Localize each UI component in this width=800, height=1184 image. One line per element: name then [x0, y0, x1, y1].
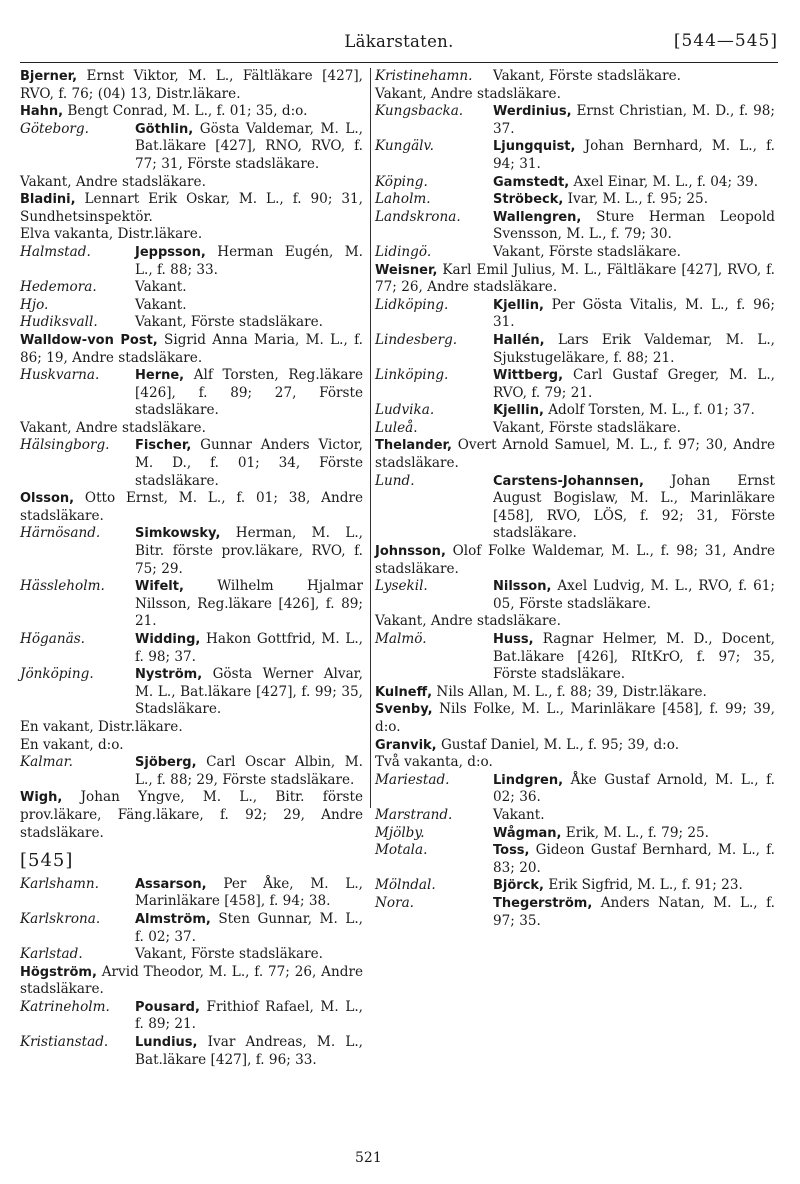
list-item: [375, 402, 775, 420]
person-surname: Kjellin,: [493, 403, 544, 419]
entry-text: Wittberg, Carl Gustaf Greger, M. L., RVO, f. 79; 21.: [493, 367, 775, 401]
page: [20, 28, 778, 62]
list-item: [375, 631, 775, 684]
person-surname: Herne,: [135, 368, 185, 384]
entry-text: Jeppsson, Herman Eugén, M. L., f. 88; 33.: [135, 243, 363, 278]
entry-text: Wifelt, Wilhelm Hjalmar Nilsson, Reg.läkare [426], f. 89; 21.: [135, 578, 363, 630]
place-name: Hälsingborg.: [20, 437, 110, 454]
running-title: Läkarstaten.: [344, 32, 454, 51]
entry-text: Nyström, Gösta Werner Alvar, M. L., Bat.läkare [427], f. 99; 35, Stadsläkare.: [135, 666, 363, 718]
page-range: [544—545]: [673, 31, 778, 51]
person-surname: Johnsson,: [375, 544, 446, 560]
list-item: [20, 789, 363, 842]
entry-text: Vakant, Förste stadsläkare.: [135, 946, 323, 963]
list-item: [20, 631, 363, 666]
entry-text: Göthlin, Gösta Valdemar, M. L., Bat.läkare [427], RNO, RVO, f. 77; 31, Förste stadsläkare.: [135, 120, 363, 172]
list-item: [375, 543, 775, 578]
person-surname: Wågman,: [493, 825, 562, 841]
place-name: Göteborg.: [20, 120, 89, 137]
list-item: [20, 666, 363, 719]
entry-text: Vakant, Andre stadsläkare.: [375, 613, 561, 630]
list-item: [20, 279, 363, 297]
section-marker: [545]: [20, 850, 74, 872]
right-column: [375, 68, 775, 930]
list-item: [375, 297, 775, 332]
list-item: [375, 613, 775, 631]
entry-text: Granvik, Gustaf Daniel, M. L., f. 95; 39, d:o.: [375, 736, 680, 753]
place-name: Lidingö.: [375, 243, 432, 260]
person-surname: Gamstedt,: [493, 174, 570, 190]
place-name: Härnösand.: [20, 525, 101, 542]
list-item: [20, 999, 363, 1034]
entry-text: Almström, Sten Gunnar, M. L., f. 02; 37.: [135, 910, 363, 945]
entry-text: Ljungquist, Johan Bernhard, M. L., f. 94; 31.: [493, 138, 775, 172]
person-surname: Huss,: [493, 632, 534, 647]
list-item: [20, 490, 363, 525]
list-item: [20, 103, 363, 121]
place-name: Linköping.: [375, 367, 449, 384]
entry-text: Högström, Arvid Theodor, M. L., f. 77; 26, Andre stadsläkare.: [20, 963, 363, 998]
person-surname: Nilsson,: [493, 579, 552, 595]
person-surname: Olsson,: [20, 491, 75, 507]
entry-text: Huss, Ragnar Helmer, M. D., Docent, Bat.läkare [426], RItKrO, f. 97; 35, Förste stadsläkare.: [493, 631, 775, 683]
list-item: [20, 719, 363, 737]
person-surname: Almström,: [135, 911, 211, 927]
place-name: Lidköping.: [375, 296, 449, 313]
list-item: [20, 737, 363, 755]
list-item: [375, 877, 775, 895]
list-item: [375, 737, 775, 755]
person-surname: Wallengren,: [493, 209, 582, 225]
entry-text: Werdinius, Ernst Christian, M. D., f. 98; 37.: [493, 103, 775, 137]
list-item: [375, 68, 775, 86]
person-surname: Sjöberg,: [135, 755, 197, 771]
column-divider: [370, 68, 371, 808]
person-surname: Göthlin,: [135, 121, 194, 137]
entry-text: Vakant.: [493, 806, 545, 823]
header-rule: [20, 62, 778, 63]
place-name: Karlskrona.: [20, 910, 101, 927]
list-item: [20, 1034, 363, 1069]
list-item: [375, 244, 775, 262]
entry-text: Elva vakanta, Distr.läkare.: [20, 226, 203, 243]
person-surname: Simkowsky,: [135, 526, 221, 542]
left-column: [20, 68, 363, 1069]
entry-text: Herne, Alf Torsten, Reg.läkare [426], f. 89; 27, Förste stadsläkare.: [135, 367, 363, 419]
list-item: [375, 437, 775, 472]
entry-text: Björck, Erik Sigfrid, M. L., f. 91; 23.: [493, 877, 743, 894]
person-surname: Werdinius,: [493, 104, 572, 120]
place-name: Huskvarna.: [20, 367, 100, 384]
list-item: [375, 825, 775, 843]
entry-text: Pousard, Frithiof Rafael, M. L., f. 89; 21.: [135, 998, 363, 1033]
list-item: [20, 367, 363, 420]
person-surname: Lindgren,: [493, 772, 564, 788]
list-item: [375, 895, 775, 930]
entry-text: Thelander, Overt Arnold Samuel, M. L., f. 97; 30, Andre stadsläkare.: [375, 437, 775, 472]
place-name: Lund.: [375, 472, 415, 489]
list-item: [20, 174, 363, 192]
list-item: [375, 684, 775, 702]
place-name: Ludvika.: [375, 402, 435, 419]
list-item: [375, 578, 775, 613]
person-surname: Assarson,: [135, 876, 207, 892]
person-surname: Hahn,: [20, 104, 64, 120]
place-name: Köping.: [375, 173, 428, 190]
place-name: Nora.: [375, 894, 415, 911]
list-item: [20, 911, 363, 946]
list-item: [20, 191, 363, 226]
entry-text: Bladini, Lennart Erik Oskar, M. L., f. 90; 31, Sundhetsinspektör.: [20, 191, 363, 225]
entry-text: Vakant, Andre stadsläkare.: [375, 85, 561, 102]
place-name: Halmstad.: [20, 243, 91, 260]
entry-text: Ströbeck, Ivar, M. L., f. 95; 25.: [493, 191, 709, 208]
list-item: [375, 842, 775, 877]
list-item: [20, 420, 363, 438]
entry-text: Vakant, Andre stadsläkare.: [20, 173, 206, 190]
place-name: Kalmar.: [20, 754, 73, 771]
person-surname: Weisner,: [375, 262, 438, 278]
person-surname: Wifelt,: [135, 579, 184, 595]
list-item: [20, 754, 363, 789]
entry-text: Gamstedt, Axel Einar, M. L., f. 04; 39.: [493, 173, 759, 190]
entry-text: Sjöberg, Carl Oscar Albin, M. L., f. 88; 29, Förste stadsläkare.: [135, 754, 363, 788]
list-item: [375, 191, 775, 209]
entry-text: Vakant, Förste stadsläkare.: [493, 419, 681, 436]
list-item: [375, 262, 775, 297]
list-item: [20, 244, 363, 279]
folio: 521: [355, 1150, 382, 1166]
list-item: [375, 367, 775, 402]
place-name: Mölndal.: [375, 877, 436, 894]
entry-text: Assarson, Per Åke, M. L., Marinläkare [458], f. 94; 38.: [135, 875, 363, 910]
person-surname: Carstens-Johannsen,: [493, 473, 644, 489]
list-item: [375, 807, 775, 825]
entry-text: Lindgren, Åke Gustaf Arnold, M. L., f. 02; 36.: [493, 771, 775, 806]
person-surname: Walldow-von Post,: [20, 332, 158, 348]
person-surname: Bladini,: [20, 192, 76, 208]
place-name: Hudiksvall.: [20, 314, 98, 331]
place-name: Kungsbacka.: [375, 103, 464, 120]
person-surname: Lundius,: [135, 1035, 198, 1051]
entry-text: Lundius, Ivar Andreas, M. L., Bat.läkare [427], f. 96; 33.: [135, 1034, 363, 1068]
place-name: Hjo.: [20, 296, 49, 313]
person-surname: Kulneff,: [375, 684, 433, 700]
place-name: Hässleholm.: [20, 578, 105, 595]
list-item: [20, 964, 363, 999]
entry-text: Thegerström, Anders Natan, M. L., f. 97; 35.: [493, 894, 775, 929]
list-item: [375, 754, 775, 772]
entry-text: Hallén, Lars Erik Valdemar, M. L., Sjukstugeläkare, f. 88; 21.: [493, 331, 775, 366]
place-name: Motala.: [375, 842, 428, 859]
entry-text: Hahn, Bengt Conrad, M. L., f. 01; 35, d:o.: [20, 103, 308, 120]
list-item: [20, 314, 363, 332]
person-surname: Ströbeck,: [493, 192, 564, 208]
person-surname: Svenby,: [375, 702, 433, 718]
person-surname: Bjerner,: [20, 69, 78, 84]
entry-text: Vakant, Förste stadsläkare.: [135, 314, 323, 331]
place-name: Landskrona.: [375, 208, 461, 225]
place-name: Kristianstad.: [20, 1034, 109, 1051]
entry-text: Vakant.: [135, 279, 187, 296]
page-header: [20, 28, 778, 62]
person-surname: Thelander,: [375, 438, 452, 454]
place-name: Kristinehamn.: [375, 68, 473, 84]
list-item: [20, 226, 363, 244]
place-name: Mariestad.: [375, 771, 450, 788]
list-item: [20, 525, 363, 578]
entry-text: Carstens-Johannsen, Johan Ernst August Bogislaw, M. L., Marinläkare [458], RVO, LÖS, f. 92; 31, Förste stadsläkare.: [493, 472, 775, 542]
person-surname: Wittberg,: [493, 368, 564, 384]
person-surname: Thegerström,: [493, 895, 593, 911]
list-item: [20, 578, 363, 631]
entry-text: Bjerner, Ernst Viktor, M. L., Fältläkare [427], RVO, f. 76; (04) 13, Distr.läkare.: [20, 68, 363, 102]
list-item: [375, 701, 775, 736]
person-surname: Toss,: [493, 843, 530, 859]
entry-text: En vakant, Distr.läkare.: [20, 718, 183, 735]
place-name: Karlshamn.: [20, 875, 99, 892]
entry-text: Två vakanta, d:o.: [375, 754, 493, 771]
list-item: [375, 174, 775, 192]
person-surname: Björck,: [493, 878, 544, 894]
place-name: Malmö.: [375, 631, 427, 647]
place-name: Hedemora.: [20, 279, 97, 296]
entry-text: Johnsson, Olof Folke Waldemar, M. L., f. 98; 31, Andre stadsläkare.: [375, 543, 775, 577]
list-item: [20, 121, 363, 174]
place-name: Kungälv.: [375, 138, 434, 155]
person-surname: Kjellin,: [493, 297, 544, 313]
entry-text: Walldow-von Post, Sigrid Anna Maria, M. L., f. 86; 19, Andre stadsläkare.: [20, 331, 363, 366]
list-item: [20, 876, 363, 911]
entry-text: Svenby, Nils Folke, M. L., Marinläkare [458], f. 99; 39, d:o.: [375, 701, 775, 735]
entry-text: Vakant, Andre stadsläkare.: [20, 419, 206, 436]
person-surname: Granvik,: [375, 737, 437, 753]
entry-text: Olsson, Otto Ernst, M. L., f. 01; 38, Andre stadsläkare.: [20, 490, 363, 524]
place-name: Karlstad.: [20, 946, 83, 963]
list-item: [375, 209, 775, 244]
person-surname: Nyström,: [135, 667, 203, 683]
person-surname: Hallén,: [493, 332, 545, 348]
list-item: [20, 332, 363, 367]
place-name: Marstrand.: [375, 806, 453, 823]
list-item: [20, 437, 363, 490]
person-surname: Fischer,: [135, 438, 192, 454]
list-item: [375, 138, 775, 173]
list-item: [375, 86, 775, 104]
entry-text: En vakant, d:o.: [20, 736, 124, 753]
entry-text: Toss, Gideon Gustaf Bernhard, M. L., f. 83; 20.: [493, 842, 775, 876]
place-name: Katrineholm.: [20, 998, 110, 1015]
entry-text: Nilsson, Axel Ludvig, M. L., RVO, f. 61; 05, Förste stadsläkare.: [493, 578, 775, 612]
person-surname: Wigh,: [20, 790, 63, 806]
entry-text: Vakant, Förste stadsläkare.: [493, 243, 681, 260]
entry-text: Wigh, Johan Yngve, M. L., Bitr. förste prov.läkare, Fäng.läkare, f. 92; 29, Andre stadsläkare.: [20, 789, 363, 841]
list-item: [20, 946, 363, 964]
list-item: [375, 473, 775, 543]
place-name: Mjölby.: [375, 824, 425, 841]
list-item: [375, 332, 775, 367]
list-item: [375, 420, 775, 438]
entry-text: Wallengren, Sture Herman Leopold Svensson, M. L., f. 79; 30.: [493, 208, 775, 243]
place-name: Luleå.: [375, 419, 418, 436]
list-item: [20, 68, 363, 103]
entry-text: Simkowsky, Herman, M. L., Bitr. förste prov.läkare, RVO, f. 75; 29.: [135, 525, 363, 577]
entry-text: Vakant.: [135, 296, 187, 313]
list-item: [20, 297, 363, 315]
entry-text: Wågman, Erik, M. L., f. 79; 25.: [493, 824, 709, 841]
list-item: [375, 103, 775, 138]
person-surname: Ljungquist,: [493, 139, 576, 155]
entry-text: Widding, Hakon Gottfrid, M. L., f. 98; 37.: [135, 631, 363, 665]
place-name: Lysekil.: [375, 578, 428, 595]
entry-text: Kulneff, Nils Allan, M. L., f. 88; 39, Distr.läkare.: [375, 683, 707, 700]
person-surname: Pousard,: [135, 999, 200, 1015]
entry-text: Fischer, Gunnar Anders Victor, M. D., f. 01; 34, Förste stadsläkare.: [135, 437, 363, 489]
entry-text: Weisner, Karl Emil Julius, M. L., Fältläkare [427], RVO, f. 77; 26, Andre stadsläkare.: [375, 261, 775, 296]
list-item: [375, 772, 775, 807]
place-name: Jönköping.: [20, 666, 94, 683]
person-surname: Jeppsson,: [135, 244, 206, 260]
place-name: Lindesberg.: [375, 331, 458, 348]
person-surname: Högström,: [20, 964, 97, 980]
place-name: Höganäs.: [20, 631, 86, 647]
person-surname: Widding,: [135, 632, 201, 647]
entry-text: Vakant, Förste stadsläkare.: [493, 68, 681, 84]
entry-text: Kjellin, Per Gösta Vitalis, M. L., f. 96; 31.: [493, 296, 775, 331]
entry-text: Kjellin, Adolf Torsten, M. L., f. 01; 37.: [493, 402, 755, 419]
place-name: Laholm.: [375, 191, 431, 208]
